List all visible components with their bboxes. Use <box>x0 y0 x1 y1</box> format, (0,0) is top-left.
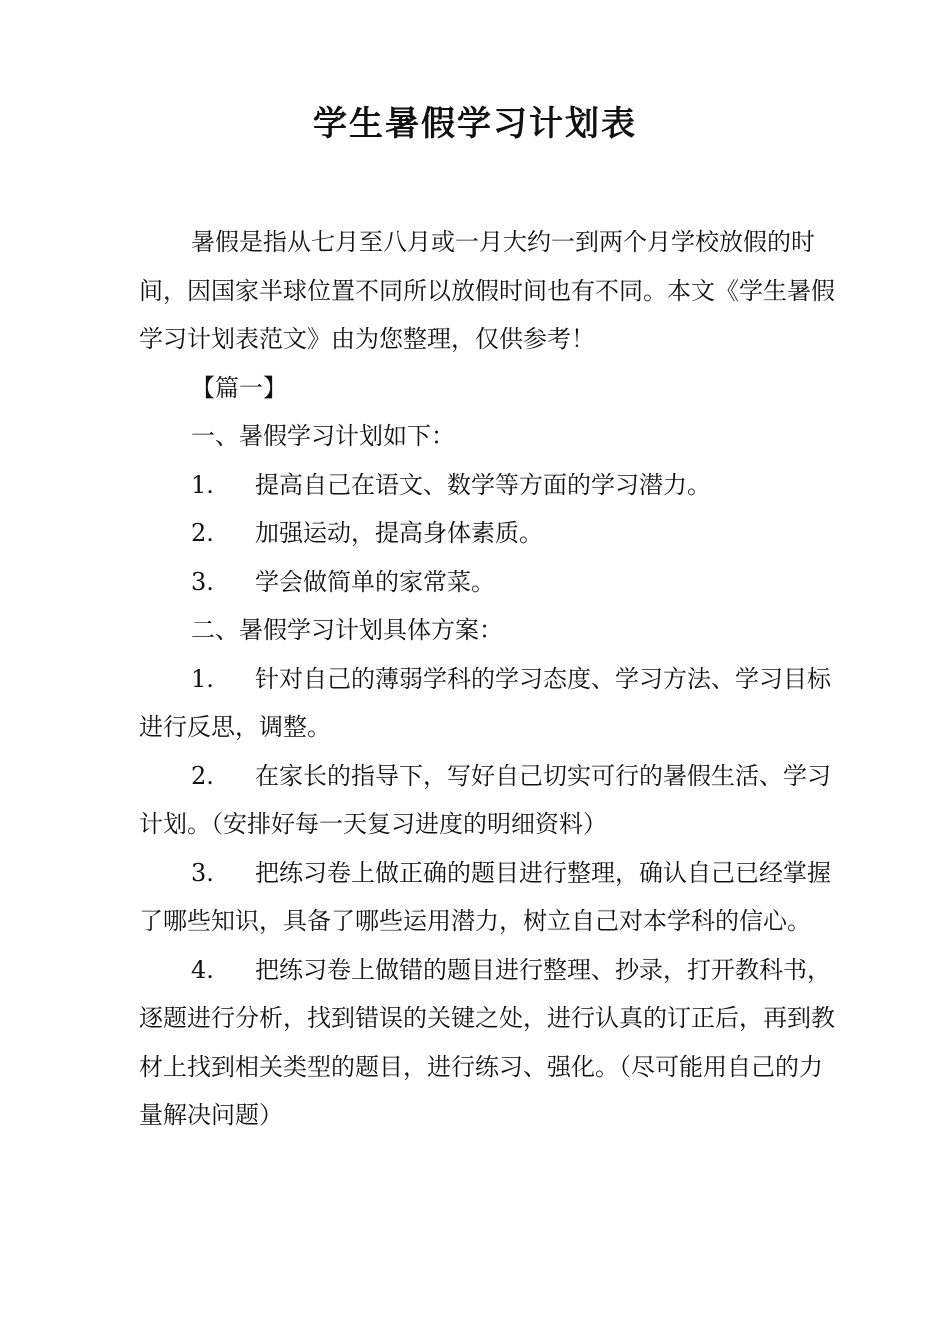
list-item-text: 加强运动，提高身体素质。 <box>255 519 543 547</box>
part1-list-item <box>139 509 839 558</box>
part1-heading: 一、暑假学习计划如下： <box>191 422 455 450</box>
list-item-text: 把练习卷上做正确的题目进行整理，确认自己已经掌握了哪些知识，具备了哪些运用潜力，树立自己对本学科的信心。 <box>139 858 831 935</box>
list-item-number: 1. <box>191 664 214 693</box>
list-item-number: 2. <box>191 519 214 547</box>
list-item-text: 学会做简单的家常菜。 <box>255 567 495 596</box>
intro-paragraph: 暑假是指从七月至八月或一月大约一到两个月学校放假的时间，因国家半球位置不同所以放假时间也有不同。本文《学生暑假学习计划表范文》由为您整理，仅供参考！ <box>139 228 835 353</box>
part2-heading: 二、暑假学习计划具体方案： <box>191 616 503 644</box>
document-title: 学生暑假学习计划表 <box>313 104 637 144</box>
list-item-text: 针对自己的薄弱学科的学习态度、学习方法、学习目标进行反思，调整。 <box>139 664 831 741</box>
section-marker: 【篇一】 <box>191 373 287 402</box>
part1-list-item <box>139 558 839 607</box>
document-body <box>139 218 839 1140</box>
list-item-number: 4. <box>191 955 214 984</box>
list-item-text: 把练习卷上做错的题目进行整理、抄录，打开教科书，逐题进行分析，找到错误的关键之处，进行认真的订正后，再到教材上找到相关类型的题目，进行练习、强化。（尽可能用自己的力量解决问题） <box>139 955 835 1129</box>
part2-list-item <box>139 655 839 752</box>
part1-list-item <box>139 461 839 510</box>
list-item-number: 3. <box>191 858 214 887</box>
list-item-number: 1. <box>191 470 214 499</box>
part2-list-item <box>139 849 839 946</box>
part2-list-item <box>139 752 839 849</box>
list-item-number: 3. <box>191 567 214 596</box>
list-item-text: 在家长的指导下，写好自己切实可行的暑假生活、学习计划。（安排好每一天复习进度的明细资料） <box>139 761 831 838</box>
list-item-number: 2. <box>191 761 214 790</box>
part2-list-item <box>139 946 839 1140</box>
list-item-text: 提高自己在语文、数学等方面的学习潜力。 <box>255 470 711 499</box>
